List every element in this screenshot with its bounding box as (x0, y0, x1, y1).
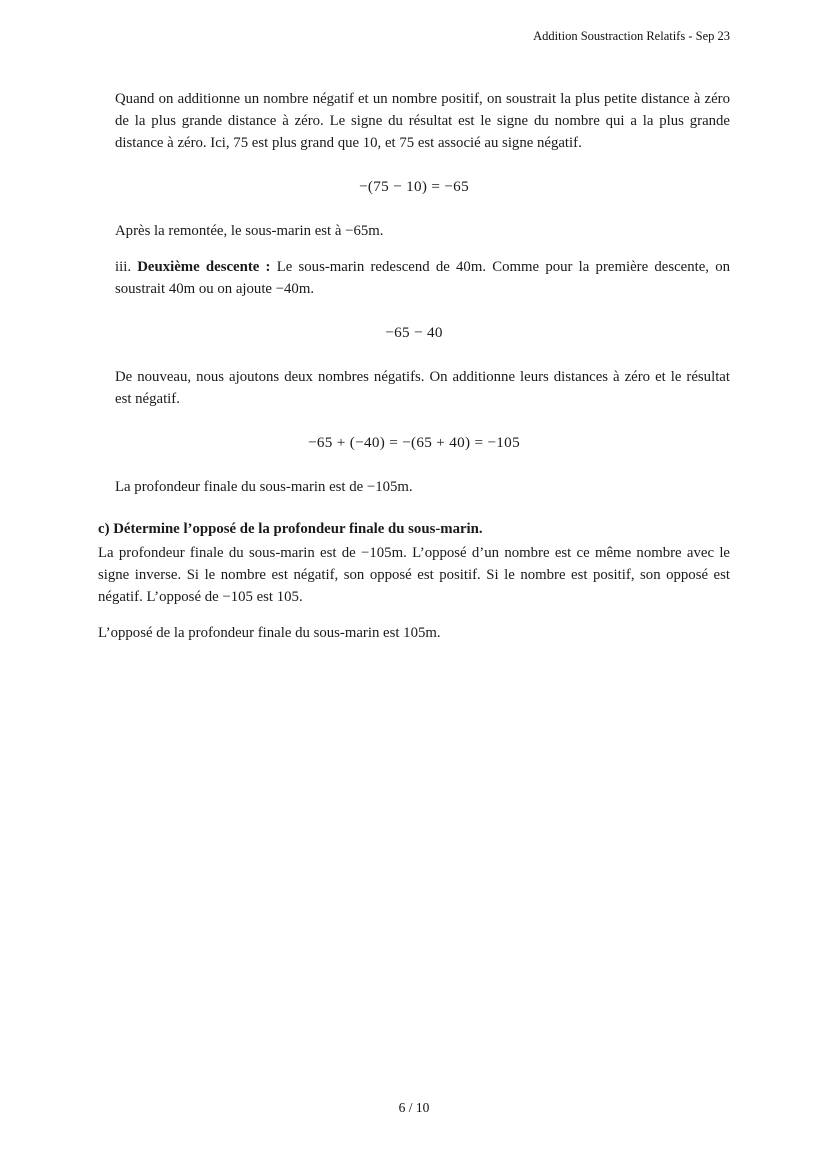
equation-second-operation: −65 − 40 (385, 324, 443, 341)
page-header-title: Addition Soustraction Relatifs - Sep 23 (533, 29, 730, 43)
paragraph-second-descent (115, 256, 730, 300)
heading-question-c: c) Détermine l’opposé de la profondeur finale du sous-marin. (98, 521, 483, 537)
paragraph-opposite-explanation: La profondeur finale du sous-marin est de −105m. L’opposé d’un nombre est ce même nombre avec le signe inverse. Si le nombre est négatif, son opposé est positif. Si le nombre est positif, son opposé est négatif. L’opposé de −105 est 105. (98, 545, 730, 605)
page-number: 6 / 10 (398, 1100, 430, 1115)
paragraph-negative-addition: De nouveau, nous ajoutons deux nombres négatifs. On additionne leurs distances à zéro et le résultat est négatif. (115, 369, 730, 407)
second-descent-text: Le sous-marin redescend de 40m. Comme pour la première descente, on soustrait 40m ou on ajoute −40m. (115, 259, 730, 297)
second-descent-bold-label: Deuxième descente : (137, 259, 271, 275)
paragraph-after-ascent: Après la remontée, le sous-marin est à −65m. (115, 223, 384, 239)
document-content (98, 88, 730, 658)
paragraph-addition-explanation: Quand on additionne un nombre négatif et un nombre positif, on soustrait la plus petite distance à zéro de la plus grande distance à zéro. Le signe du résultat est le signe du nombre qui a la plus grande distance à zéro. Ici, 75 est plus grand que 10, et 75 est associé au signe négatif. (115, 91, 730, 151)
equation-final-result: −65 + (−40) = −(65 + 40) = −105 (308, 434, 520, 451)
second-descent-prefix: iii. (115, 259, 138, 275)
paragraph-opposite-answer: L’opposé de la profondeur finale du sous-marin est 105m. (98, 625, 441, 641)
equation-first-result: −(75 − 10) = −65 (359, 178, 469, 195)
paragraph-final-depth: La profondeur finale du sous-marin est de −105m. (115, 479, 413, 495)
